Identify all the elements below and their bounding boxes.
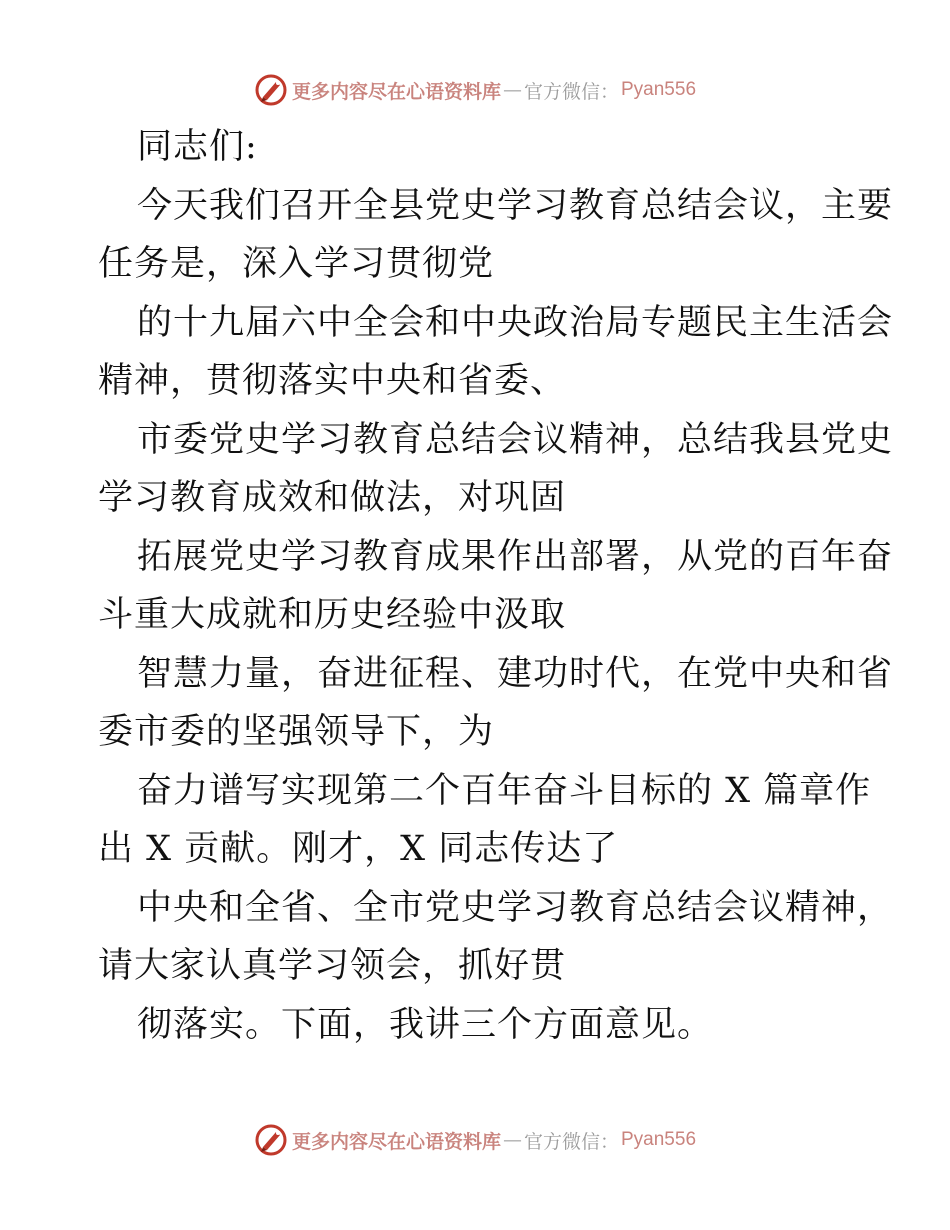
watermark-id: Pyan556 (621, 79, 697, 100)
text-line: 的十九届六中全会和中央政治局专题民主生活会 (137, 302, 894, 343)
watermark-official-label: 官方微信： (523, 80, 619, 103)
text-line: 市委党史学习教育总结会议精神，总结我县党史 (137, 419, 894, 460)
text-line: 智慧力量，奋进征程、建功时代，在党中央和省 (137, 653, 894, 694)
text-line: 彻落实。下面，我讲三个方面意见。 (137, 1004, 714, 1045)
text-line: 学习教育成效和做法，对巩固 (98, 478, 567, 518)
text-line: 今天我们召开全县党史学习教育总结会议，主要 (137, 185, 894, 226)
pen-logo-icon (254, 1123, 288, 1157)
watermark-official-label: 官方微信： (523, 1130, 619, 1153)
watermark-dash: — (502, 1129, 522, 1151)
text-line: 出 X 贡献。刚才，X 同志传达了 (98, 829, 619, 869)
text-line: 请大家认真学习领会，抓好贯 (98, 946, 567, 986)
document-body (98, 118, 894, 1054)
watermark-main-text: 更多内容尽在心语资料库 (291, 1130, 501, 1153)
text-line: 委市委的坚强领导下，为 (98, 712, 495, 752)
watermark-id: Pyan556 (621, 1129, 697, 1150)
text-line: 拓展党史学习教育成果作出部署，从党的百年奋 (137, 536, 894, 577)
text-line: 任务是，深入学习贯彻党 (98, 244, 495, 284)
text-line: 同志们: (137, 127, 258, 167)
text-line: 中央和全省、全市党史学习教育总结会议精神， (137, 887, 894, 928)
text-line: 斗重大成就和历史经验中汲取 (98, 595, 567, 635)
watermark-dash: — (502, 79, 522, 101)
footer-watermark (0, 1120, 950, 1160)
text-line: 奋力谱写实现第二个百年奋斗目标的 X 篇章作 (137, 770, 872, 811)
text-line: 精神，贯彻落实中央和省委、 (98, 361, 567, 401)
watermark-main-text: 更多内容尽在心语资料库 (291, 80, 501, 103)
pen-logo-icon (254, 73, 288, 107)
header-watermark (0, 70, 950, 110)
